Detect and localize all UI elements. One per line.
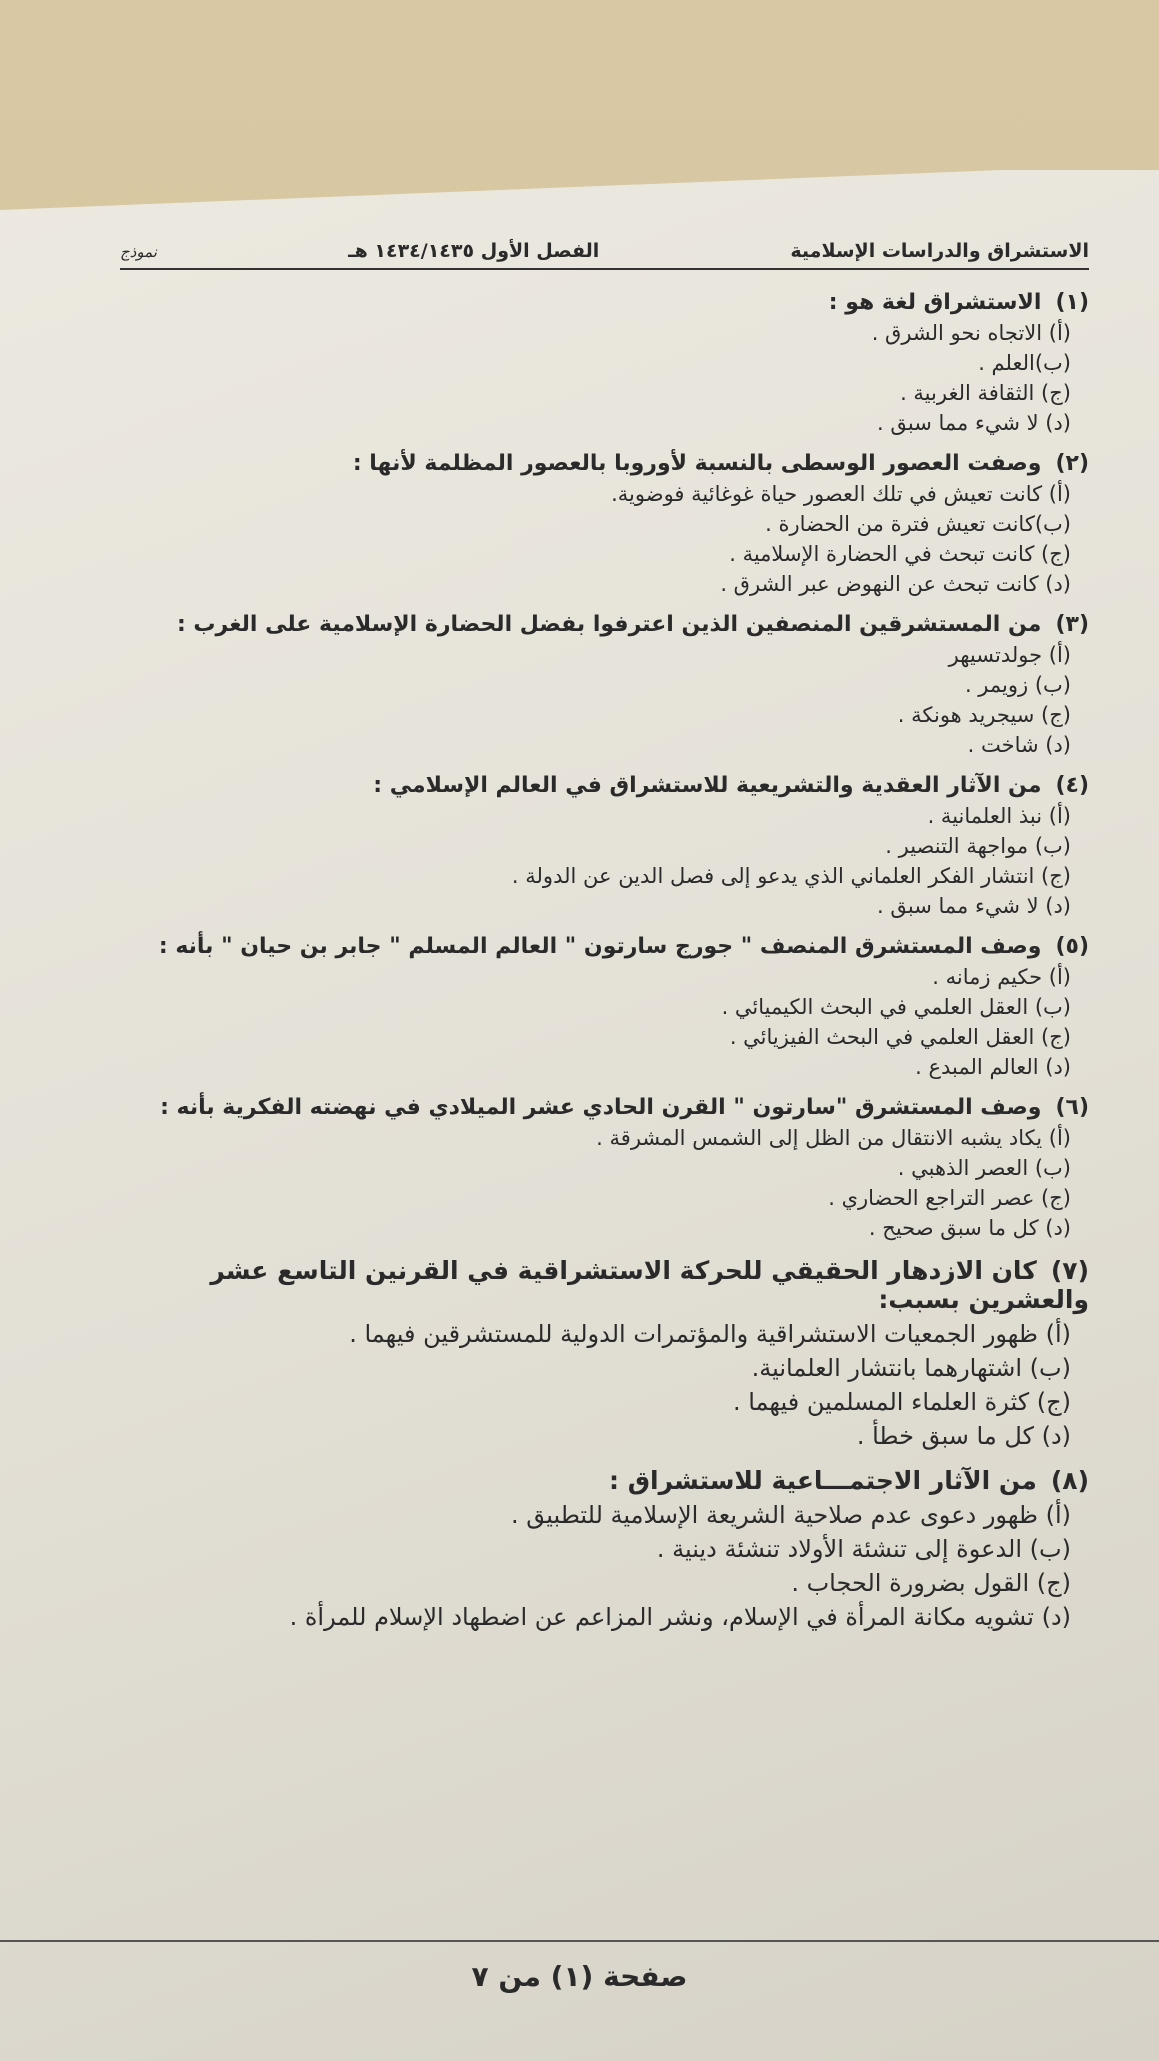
question-number: (٥) [1055,934,1089,959]
question-number: (١) [1055,290,1089,315]
answer-option: (ج) كانت تبحث في الحضارة الإسلامية . [729,542,1071,566]
answer-option: (د) كل ما سبق صحيح . [868,1216,1071,1240]
page-number: صفحة (١) من ٧ [471,1960,688,1993]
answer-option: (ب) العقل العلمي في البحث الكيميائي . [721,995,1071,1019]
question-1 [120,290,1089,435]
question-7 [120,1256,1089,1450]
question-number: (٤) [1055,773,1089,798]
answer-option: (ج) العقل العلمي في البحث الفيزيائي . [729,1025,1071,1049]
question-number: (٣) [1055,612,1089,637]
question-number: (٦) [1055,1095,1089,1120]
model-label: نموذج [120,243,157,261]
answer-option: (د) تشويه مكانة المرأة في الإسلام، ونشر المزاعم عن اضطهاد الإسلام للمرأة . [289,1603,1071,1631]
question-number: (٢) [1055,451,1089,476]
subject-title: الاستشراق والدراسات الإسلامية [790,240,1089,262]
question-8 [120,1466,1089,1631]
answer-option: (أ) يكاد يشبه الانتقال من الظل إلى الشمس المشرقة . [596,1126,1071,1150]
answer-option: (ج) سيجريد هونكة . [897,703,1071,727]
question-title [120,290,1089,315]
answer-option: (ب) مواجهة التنصير . [885,834,1071,858]
answer-option: (ج) كثرة العلماء المسلمين فيهما . [732,1388,1071,1416]
answer-option: (أ) ظهور الجمعيات الاستشراقية والمؤتمرات الدولية للمستشرقين فيهما . [349,1320,1071,1348]
question-text: من الآثار العقدية والتشريعية للاستشراق في العالم الإسلامي : [373,773,1042,798]
question-title [120,934,1089,959]
question-4 [120,773,1089,918]
question-5 [120,934,1089,1079]
exam-document [120,240,1089,1647]
answer-option: (ج) القول بضرورة الحجاب . [791,1569,1071,1597]
question-3 [120,612,1089,757]
question-text: كان الازدهار الحقيقي للحركة الاستشراقية في القرنين التاسع عشر والعشرين بسبب: [210,1256,1089,1314]
answer-option: (ج) انتشار الفكر العلماني الذي يدعو إلى فصل الدين عن الدولة . [511,864,1071,888]
answer-option: (ج) الثقافة الغربية . [900,381,1071,405]
question-text: من الآثار الاجتمـــاعية للاستشراق : [609,1466,1037,1495]
question-6 [120,1095,1089,1240]
question-text: وصفت العصور الوسطى بالنسبة لأوروبا بالعصور المظلمة لأنها : [352,451,1042,476]
semester-label: الفصل الأول ١٤٣٤/١٤٣٥ هـ [348,240,600,262]
answer-option: (د) كل ما سبق خطأ . [856,1422,1071,1450]
answer-option: (د) لا شيء مما سبق . [877,411,1071,435]
question-text: من المستشرقين المنصفين الذين اعترفوا بفضل الحضارة الإسلامية على الغرب : [176,612,1042,637]
question-title [120,612,1089,637]
question-title [120,1466,1089,1495]
answer-option: (ج) عصر التراجع الحضاري . [828,1186,1071,1210]
question-number: (٨) [1050,1466,1089,1495]
question-title [120,773,1089,798]
question-text: وصف المستشرق "سارتون " القرن الحادي عشر الميلادي في نهضته الفكرية بأنه : [160,1095,1042,1120]
page-header [120,240,1089,270]
answer-option: (أ) كانت تعيش في تلك العصور حياة غوغائية فوضوية. [611,482,1071,506]
answer-option: (ب) زويمر . [964,673,1071,697]
answer-option: (أ) حكيم زمانه . [932,965,1071,989]
question-list [120,290,1089,1631]
answer-option: (أ) جولدتسيهر [948,643,1071,667]
answer-option: (أ) نبذ العلمانية . [927,804,1071,828]
question-text: الاستشراق لغة هو : [828,290,1042,315]
page-footer [0,1940,1159,1993]
question-2 [120,451,1089,596]
answer-option: (د) كانت تبحث عن النهوض عبر الشرق . [720,572,1071,596]
question-title [120,1256,1089,1314]
answer-option: (د) لا شيء مما سبق . [877,894,1071,918]
question-title [120,1095,1089,1120]
answer-option: (د) شاخت . [967,733,1071,757]
answer-option: (ب) الدعوة إلى تنشئة الأولاد تنشئة دينية . [656,1535,1071,1563]
question-number: (٧) [1050,1256,1089,1285]
answer-option: (أ) ظهور دعوى عدم صلاحية الشريعة الإسلامية للتطبيق . [510,1501,1071,1529]
answer-option: (د) العالم المبدع . [915,1055,1071,1079]
question-text: وصف المستشرق المنصف " جورج سارتون " العالم المسلم " جابر بن حيان " بأنه : [158,934,1042,959]
answer-option: (ب) اشتهارهما بانتشار العلمانية. [751,1354,1071,1382]
answer-option: (ب) العصر الذهبي . [897,1156,1071,1180]
answer-option: (أ) الاتجاه نحو الشرق . [871,321,1071,345]
question-title [120,451,1089,476]
answer-option: (ب)كانت تعيش فترة من الحضارة . [765,512,1071,536]
answer-option: (ب)العلم . [978,351,1071,375]
